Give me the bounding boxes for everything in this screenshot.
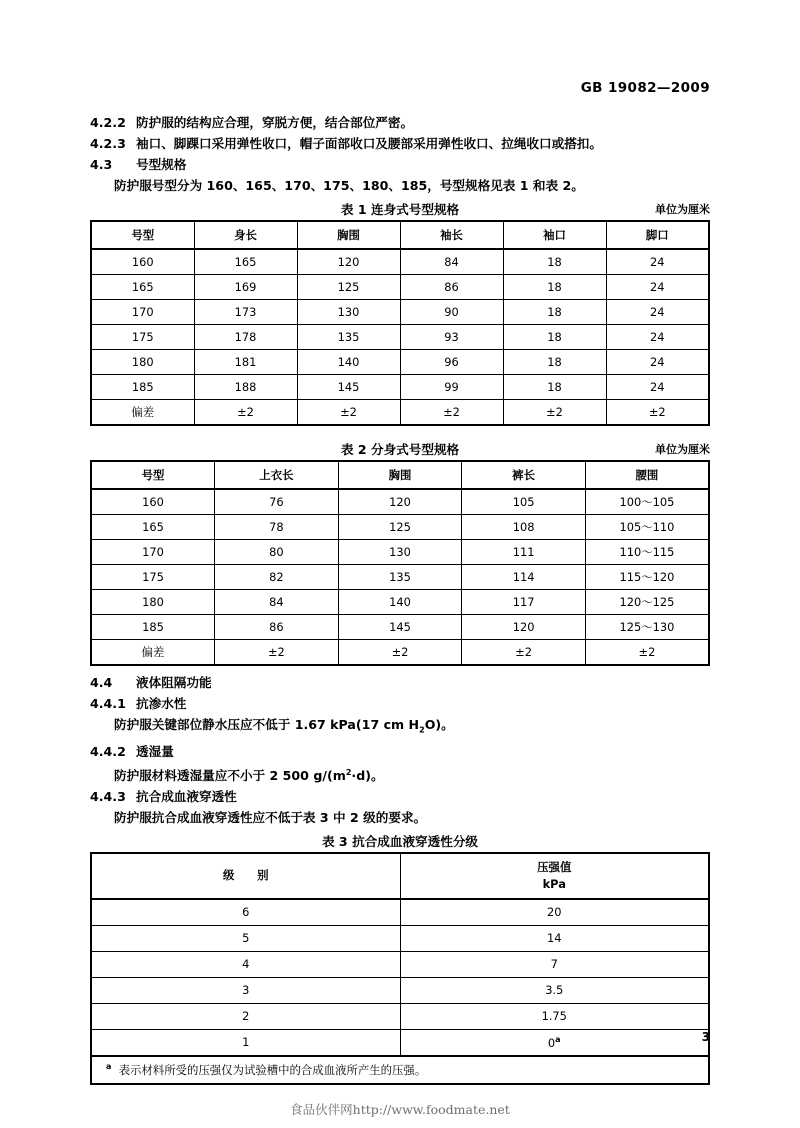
table2-cell: 105～110 bbox=[585, 515, 709, 540]
table-row bbox=[91, 350, 709, 375]
table-row bbox=[91, 977, 709, 1003]
clause-4-3 bbox=[90, 154, 710, 175]
clause-4-4-1-title: 抗渗水性 bbox=[136, 696, 187, 711]
table3-col-grade: 级 别 bbox=[91, 853, 400, 899]
table2-block bbox=[90, 440, 710, 666]
table2-cell: 125～130 bbox=[585, 615, 709, 640]
table1-cell: 96 bbox=[400, 350, 503, 375]
table2-cell: 82 bbox=[215, 565, 339, 590]
clause-4-4 bbox=[90, 672, 710, 693]
table3-cell-grade: 6 bbox=[91, 899, 400, 926]
table2-body bbox=[91, 489, 709, 665]
table1-cell: 18 bbox=[503, 249, 606, 275]
table3-cell-value: 3.5 bbox=[400, 977, 709, 1003]
table3 bbox=[90, 852, 710, 1085]
table1-col-2: 胸围 bbox=[297, 221, 400, 249]
table2-cell: 76 bbox=[215, 489, 339, 515]
paragraph-4-3: 防护服号型分为 160、165、170、175、180、185，号型规格见表 1 和表 2。 bbox=[114, 178, 584, 193]
table2-caption: 表 2 分身式号型规格 bbox=[340, 442, 460, 457]
table-row bbox=[91, 925, 709, 951]
table2-cell: 105 bbox=[462, 489, 586, 515]
table3-body bbox=[91, 899, 709, 1084]
clause-4-4-title: 液体阻隔功能 bbox=[136, 675, 212, 690]
table3-footnote-cell bbox=[91, 1056, 709, 1084]
table2-caption-row bbox=[90, 440, 710, 460]
table1-block bbox=[90, 200, 710, 426]
table2-cell: 125 bbox=[338, 515, 462, 540]
table-row-tolerance bbox=[91, 400, 709, 426]
table1-cell: 169 bbox=[194, 275, 297, 300]
table3-block bbox=[90, 832, 710, 1085]
table2-cell: 175 bbox=[91, 565, 215, 590]
table1-cell: ±2 bbox=[606, 400, 709, 426]
table1-cell: ±2 bbox=[503, 400, 606, 426]
table2-cell: 185 bbox=[91, 615, 215, 640]
table1-cell: 178 bbox=[194, 325, 297, 350]
table3-cell-grade: 4 bbox=[91, 951, 400, 977]
table2-unit: 单位为厘米 bbox=[655, 443, 710, 456]
table3-cell-value: 14 bbox=[400, 925, 709, 951]
table2-col-4: 腰围 bbox=[585, 461, 709, 489]
table3-footnote-marker: a bbox=[106, 1061, 112, 1071]
table1-cell: 130 bbox=[297, 300, 400, 325]
table2-cell: 120 bbox=[338, 489, 462, 515]
table1-cell: ±2 bbox=[400, 400, 503, 426]
clause-4-4-2-title: 透湿量 bbox=[136, 743, 174, 759]
table-row bbox=[91, 1003, 709, 1029]
table3-header-row bbox=[91, 853, 709, 899]
table2-cell: ±2 bbox=[462, 640, 586, 666]
table1-caption: 表 1 连身式号型规格 bbox=[340, 202, 460, 217]
table1-cell: 165 bbox=[91, 275, 194, 300]
table2-col-1: 上衣长 bbox=[215, 461, 339, 489]
table1-body bbox=[91, 249, 709, 425]
table1-col-0: 号型 bbox=[91, 221, 194, 249]
table2-cell: 120 bbox=[462, 615, 586, 640]
table2-cell: 120～125 bbox=[585, 590, 709, 615]
table2 bbox=[90, 460, 710, 666]
table1-cell: 24 bbox=[606, 300, 709, 325]
table-row bbox=[91, 300, 709, 325]
table1-cell: 180 bbox=[91, 350, 194, 375]
table1-cell: 165 bbox=[194, 249, 297, 275]
table3-caption-row bbox=[90, 832, 710, 852]
table1-col-1: 身长 bbox=[194, 221, 297, 249]
table2-cell: 110～115 bbox=[585, 540, 709, 565]
table-row bbox=[91, 275, 709, 300]
clause-4-2-2-text: 防护服的结构应合理，穿脱方便，结合部位严密。 bbox=[136, 115, 414, 130]
table1-cell: 135 bbox=[297, 325, 400, 350]
table3-col-pressure bbox=[400, 853, 709, 899]
table1-cell: 18 bbox=[503, 350, 606, 375]
table-row bbox=[91, 515, 709, 540]
table-row bbox=[91, 590, 709, 615]
table3-col-pressure-unit: kPa bbox=[542, 876, 566, 891]
table2-cell: 170 bbox=[91, 540, 215, 565]
clause-4-2-3-text: 袖口、脚踝口采用弹性收口，帽子面部收口及腰部采用弹性收口、拉绳收口或搭扣。 bbox=[136, 136, 602, 151]
table2-cell: 130 bbox=[338, 540, 462, 565]
table-row bbox=[91, 249, 709, 275]
table2-cell: 86 bbox=[215, 615, 339, 640]
table2-cell: 84 bbox=[215, 590, 339, 615]
table1-unit: 单位为厘米 bbox=[655, 203, 710, 216]
table2-cell: ±2 bbox=[585, 640, 709, 666]
paragraph-4-4-2 bbox=[90, 762, 710, 786]
table3-cell-grade: 3 bbox=[91, 977, 400, 1003]
table1-col-4: 袖口 bbox=[503, 221, 606, 249]
table1-cell: 偏差 bbox=[91, 400, 194, 426]
table2-cell: 108 bbox=[462, 515, 586, 540]
table2-cell: 165 bbox=[91, 515, 215, 540]
table2-col-2: 胸围 bbox=[338, 461, 462, 489]
clause-4-2-2 bbox=[90, 112, 710, 133]
paragraph-4-4-1-subscript: 2 bbox=[419, 725, 425, 735]
table2-cell: 117 bbox=[462, 590, 586, 615]
paragraph-4-4-2-superscript: 2 bbox=[345, 767, 352, 777]
paragraph-4-4-2-post: ·d)。 bbox=[351, 767, 384, 783]
table3-caption: 表 3 抗合成血液穿透性分级 bbox=[321, 833, 479, 849]
paragraph-4-4-3: 防护服抗合成血液穿透性应不低于表 3 中 2 级的要求。 bbox=[114, 809, 427, 825]
table3-cell-grade: 1 bbox=[91, 1029, 400, 1056]
table2-cell: 135 bbox=[338, 565, 462, 590]
table-row bbox=[91, 325, 709, 350]
table1-cell: 86 bbox=[400, 275, 503, 300]
table2-cell: 140 bbox=[338, 590, 462, 615]
table1-cell: 145 bbox=[297, 375, 400, 400]
table1-cell: ±2 bbox=[194, 400, 297, 426]
page-number: 3 bbox=[701, 1030, 710, 1044]
watermark: 食品伙伴网http://www.foodmate.net bbox=[290, 1102, 510, 1117]
table-row bbox=[91, 489, 709, 515]
table1-cell: 24 bbox=[606, 275, 709, 300]
table-row bbox=[91, 565, 709, 590]
table3-cell-grade: 2 bbox=[91, 1003, 400, 1029]
table2-cell: 180 bbox=[91, 590, 215, 615]
table1-cell: 24 bbox=[606, 375, 709, 400]
table1-cell: 93 bbox=[400, 325, 503, 350]
table1-cell: 160 bbox=[91, 249, 194, 275]
clause-4-3-number: 4.3 bbox=[90, 157, 113, 172]
clause-4-2-3 bbox=[90, 133, 710, 154]
table2-cell: ±2 bbox=[215, 640, 339, 666]
paragraph-4-4-1-pre: 防护服关键部位静水压应不低于 1.67 kPa(17 cm H bbox=[114, 717, 420, 732]
table2-cell: 100～105 bbox=[585, 489, 709, 515]
table1-cell: 140 bbox=[297, 350, 400, 375]
table2-header-row bbox=[91, 461, 709, 489]
document-content bbox=[90, 112, 710, 1085]
table1-col-3: 袖长 bbox=[400, 221, 503, 249]
table3-footnote-text: 表示材料所受的压强仅为试验槽中的合成血液所产生的压强。 bbox=[118, 1062, 427, 1077]
table2-cell: 114 bbox=[462, 565, 586, 590]
clause-4-2-3-number: 4.2.3 bbox=[90, 136, 126, 151]
standard-code-header: GB 19082—2009 bbox=[580, 80, 710, 96]
table1-cell: 175 bbox=[91, 325, 194, 350]
table3-footnote-row bbox=[91, 1056, 709, 1084]
table1-cell: 185 bbox=[91, 375, 194, 400]
table2-cell: 145 bbox=[338, 615, 462, 640]
table1-cell: 18 bbox=[503, 325, 606, 350]
table2-cell: 160 bbox=[91, 489, 215, 515]
clause-4-4-3 bbox=[90, 786, 710, 807]
table1-header-row bbox=[91, 221, 709, 249]
table1-cell: 90 bbox=[400, 300, 503, 325]
clause-4-4-3-title: 抗合成血液穿透性 bbox=[136, 788, 237, 804]
table-row bbox=[91, 540, 709, 565]
table1-cell: 173 bbox=[194, 300, 297, 325]
table-row bbox=[91, 615, 709, 640]
clause-4-4-2 bbox=[90, 741, 710, 762]
table1-cell: ±2 bbox=[297, 400, 400, 426]
table1-cell: 24 bbox=[606, 325, 709, 350]
table2-col-3: 裤长 bbox=[462, 461, 586, 489]
table1 bbox=[90, 220, 710, 426]
table1-cell: 120 bbox=[297, 249, 400, 275]
table1-cell: 99 bbox=[400, 375, 503, 400]
table2-col-0: 号型 bbox=[91, 461, 215, 489]
table3-cell-grade: 5 bbox=[91, 925, 400, 951]
table1-cell: 188 bbox=[194, 375, 297, 400]
table-row bbox=[91, 1029, 709, 1056]
table1-col-5: 脚口 bbox=[606, 221, 709, 249]
table-row bbox=[91, 899, 709, 926]
table2-cell: 偏差 bbox=[91, 640, 215, 666]
paragraph-4-4-1 bbox=[90, 714, 710, 741]
paragraph-4-4-2-pre: 防护服材料透湿量应不小于 2 500 g/(m bbox=[114, 767, 346, 783]
table-row-tolerance bbox=[91, 640, 709, 666]
table1-cell: 170 bbox=[91, 300, 194, 325]
clause-4-4-3-number: 4.4.3 bbox=[90, 788, 126, 804]
table1-cell: 24 bbox=[606, 350, 709, 375]
table3-cell-value bbox=[400, 1029, 709, 1056]
table1-cell: 18 bbox=[503, 275, 606, 300]
table2-cell: 80 bbox=[215, 540, 339, 565]
clause-4-4-number: 4.4 bbox=[90, 675, 113, 690]
table3-cell-value: 7 bbox=[400, 951, 709, 977]
table1-cell: 24 bbox=[606, 249, 709, 275]
table1-cell: 84 bbox=[400, 249, 503, 275]
table-row bbox=[91, 375, 709, 400]
table3-cell-value: 1.75 bbox=[400, 1003, 709, 1029]
paragraph-4-4-1-post: O)。 bbox=[424, 717, 454, 732]
clause-4-2-2-number: 4.2.2 bbox=[90, 115, 126, 130]
table1-cell: 18 bbox=[503, 300, 606, 325]
clause-4-4-1 bbox=[90, 693, 710, 714]
table3-col-pressure-line1: 压强值 bbox=[537, 859, 572, 874]
table1-cell: 125 bbox=[297, 275, 400, 300]
clause-4-4-2-number: 4.4.2 bbox=[90, 743, 126, 759]
table3-footnote-ref: a bbox=[555, 1034, 561, 1044]
table2-cell: 115～120 bbox=[585, 565, 709, 590]
table-row bbox=[91, 951, 709, 977]
table1-cell: 181 bbox=[194, 350, 297, 375]
table2-cell: 78 bbox=[215, 515, 339, 540]
table1-cell: 18 bbox=[503, 375, 606, 400]
table2-cell: 111 bbox=[462, 540, 586, 565]
table2-cell: ±2 bbox=[338, 640, 462, 666]
table1-caption-row bbox=[90, 200, 710, 220]
table3-cell-value: 20 bbox=[400, 899, 709, 926]
table3-cell-value-text: 0 bbox=[547, 1035, 556, 1050]
clause-4-4-1-number: 4.4.1 bbox=[90, 696, 126, 711]
clause-4-3-title: 号型规格 bbox=[136, 157, 187, 172]
